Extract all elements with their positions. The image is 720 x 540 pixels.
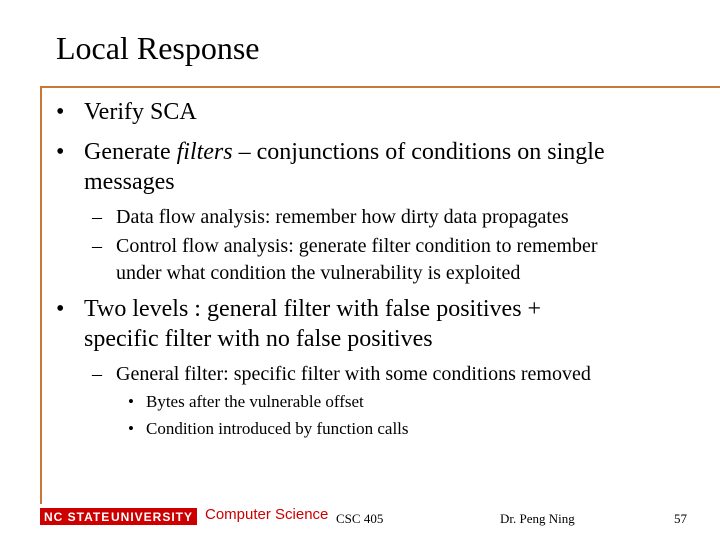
sub-bullet-item: General filter: specific filter with some conditions removed: [116, 363, 591, 385]
frame-top-rule: [40, 86, 720, 88]
bullet-mark: •: [128, 392, 134, 411]
dash-mark: –: [92, 206, 102, 228]
bullet-text: – conjunctions of conditions on single: [232, 139, 605, 165]
dash-mark: –: [92, 235, 102, 257]
slide-title: Local Response: [56, 30, 260, 66]
bullet-mark: •: [56, 139, 65, 165]
bullet-text: Generate: [84, 139, 177, 165]
sub-bullet-item: Control flow analysis: generate filter condition to remember: [116, 235, 598, 257]
sub-sub-bullet-item: Condition introduced by function calls: [146, 419, 409, 438]
page-number: 57: [674, 511, 687, 526]
ncsu-logo: [40, 508, 197, 525]
author-label: Dr. Peng Ning: [500, 511, 575, 526]
bullet-mark: •: [56, 296, 65, 322]
emphasis-text: filters: [176, 139, 233, 165]
logo-left-text: NC STATE: [44, 509, 111, 524]
bullet-item: Verify SCA: [84, 99, 197, 125]
bullet-mark: •: [56, 99, 65, 125]
bullet-continuation: specific filter with no false positives: [84, 326, 433, 352]
logo-right-text: UNIVERSITY: [110, 509, 193, 524]
bullet-mark: •: [128, 419, 134, 438]
sub-bullet-item: Data flow analysis: remember how dirty data propagates: [116, 206, 569, 228]
bullet-item: Two levels : general filter with false positives +: [84, 296, 542, 322]
frame-left-rule: [40, 86, 42, 504]
bullet-item: [84, 138, 605, 167]
department-label: Computer Science: [205, 506, 329, 523]
sub-sub-bullet-item: Bytes after the vulnerable offset: [146, 392, 364, 411]
dash-mark: –: [92, 363, 102, 385]
bullet-continuation: messages: [84, 169, 175, 195]
sub-bullet-continuation: under what condition the vulnerability is exploited: [116, 262, 521, 284]
course-label: CSC 405: [336, 511, 384, 526]
